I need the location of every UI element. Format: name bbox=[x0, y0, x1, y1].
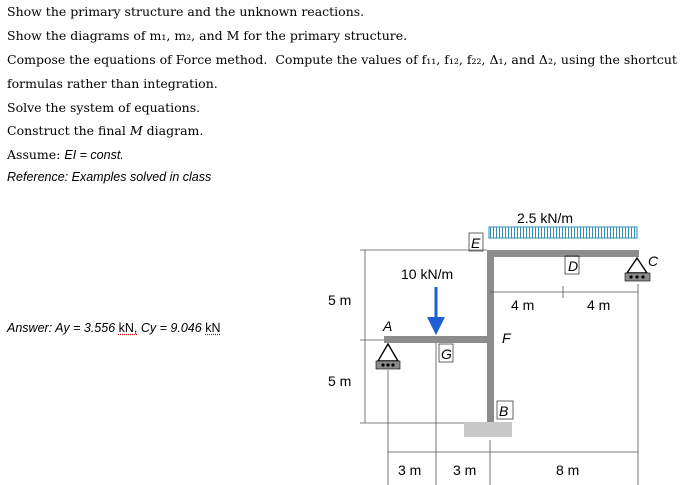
instruction-line-4: formulas rather than integration. bbox=[7, 76, 218, 91]
instruction-line-6b: diagram. bbox=[146, 123, 204, 138]
label-f: F bbox=[502, 330, 511, 346]
point-load-label: 10 kN/m bbox=[401, 266, 454, 282]
answer-kn-2: kN bbox=[205, 321, 221, 335]
dim-b2: 3 m bbox=[453, 462, 477, 478]
dim-h-dc: 4 m bbox=[587, 297, 611, 313]
dimension-lines bbox=[360, 250, 638, 485]
support-a bbox=[376, 344, 400, 369]
instruction-line-3a: Compose the equations of Force method. bbox=[7, 52, 268, 67]
label-c: C bbox=[648, 253, 659, 269]
label-g: G bbox=[441, 346, 452, 362]
member-column-upper bbox=[487, 250, 494, 344]
distributed-load-block bbox=[489, 227, 637, 238]
dim-b1: 3 m bbox=[398, 462, 422, 478]
label-b: B bbox=[499, 403, 509, 419]
instruction-line-1: Show the primary structure and the unknown reactions. bbox=[7, 4, 365, 19]
assume-label: Assume: bbox=[7, 147, 61, 162]
member-top-beam bbox=[487, 250, 639, 257]
label-e: E bbox=[471, 235, 481, 251]
label-a: A bbox=[383, 318, 393, 334]
answer-kn-1: kN, bbox=[118, 321, 138, 335]
fixed-support-b bbox=[464, 422, 512, 437]
member-left-beam bbox=[384, 336, 492, 343]
instruction-line-5: Solve the system of equations. bbox=[7, 100, 201, 115]
instruction-line-6m: M bbox=[129, 123, 143, 138]
dim-v-bot: 5 m bbox=[328, 373, 352, 389]
dim-b3: 8 m bbox=[556, 462, 580, 478]
reference-line: Reference: Examples solved in class bbox=[7, 170, 212, 184]
instruction-line-3b: Compute the values of f₁₁, f₁₂, f₂₂, Δ₁, and Δ₂, using the shortcut bbox=[275, 52, 677, 67]
instruction-line-6a: Construct the final bbox=[7, 123, 126, 138]
dim-v-top: 5 m bbox=[328, 292, 352, 308]
distributed-load-label: 2.5 kN/m bbox=[517, 210, 574, 226]
answer-cy: Cy = 9.046 bbox=[140, 321, 202, 335]
label-d: D bbox=[568, 258, 579, 274]
answer-ay: Answer: Ay = 3.556 bbox=[7, 321, 116, 335]
dim-h-ef: 4 m bbox=[511, 297, 535, 313]
support-c bbox=[625, 258, 650, 281]
member-column-lower bbox=[487, 340, 494, 424]
assume-value: EI = const. bbox=[64, 148, 124, 162]
instruction-line-2: Show the diagrams of m₁, m₂, and M for the primary structure. bbox=[7, 28, 408, 43]
